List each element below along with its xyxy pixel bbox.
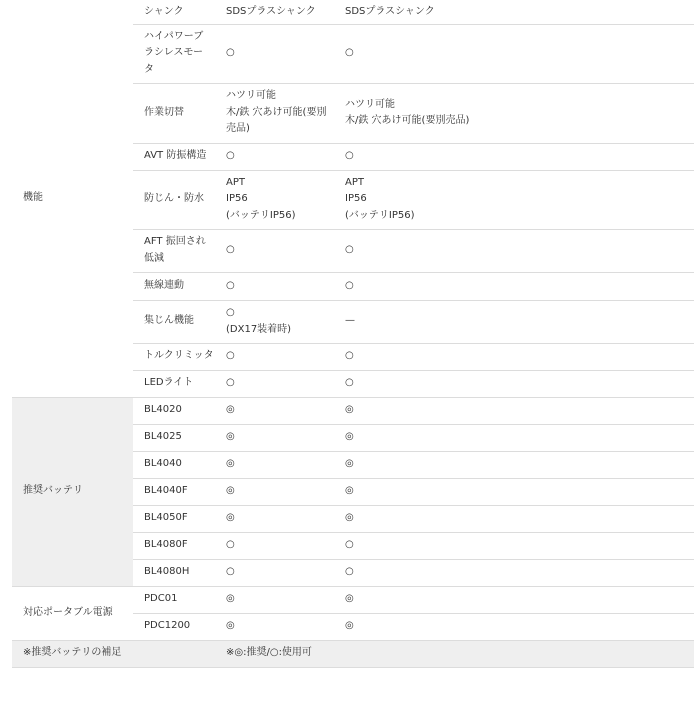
cell-value: ○ — [334, 532, 694, 559]
row-label: BL4040 — [133, 451, 215, 478]
cell-value: ◎ — [215, 424, 334, 451]
cell-value: ○ — [215, 370, 334, 397]
cell-value: ○ — [215, 24, 334, 83]
group-label-battery: 推奨バッテリ — [12, 397, 133, 586]
row-label: 無線連動 — [133, 272, 215, 300]
cell-value: ○ — [334, 229, 694, 272]
cell-value: ◎ — [334, 478, 694, 505]
cell-value: — — [334, 300, 694, 343]
cell-value: ◎ — [334, 613, 694, 640]
cell-value: ◎ — [215, 505, 334, 532]
spec-table — [12, 0, 694, 668]
row-label: PDC1200 — [133, 613, 215, 640]
cell-value: ◎ — [215, 397, 334, 424]
row-label: シャンク — [133, 0, 215, 24]
row-label: BL4050F — [133, 505, 215, 532]
cell-value: ◎ — [215, 451, 334, 478]
cell-value: ○ — [215, 229, 334, 272]
row-label: LEDライト — [133, 370, 215, 397]
cell-value: ○ — [334, 24, 694, 83]
cell-value: ◎ — [334, 451, 694, 478]
table-row — [12, 586, 694, 613]
cell-value: ○ — [215, 532, 334, 559]
cell-value: ハツリ可能 木/鉄 穴あけ可能(要別売品) — [334, 83, 694, 143]
table-row — [12, 640, 694, 667]
cell-value: ◎ — [215, 478, 334, 505]
row-label: BL4080F — [133, 532, 215, 559]
note-text: ※◎:推奨/○:使用可 — [215, 640, 694, 667]
cell-value: SDSプラスシャンク — [215, 0, 334, 24]
row-label: トルクリミッタ — [133, 343, 215, 370]
cell-value: ◎ — [215, 613, 334, 640]
cell-value: ◎ — [334, 586, 694, 613]
row-label: BL4025 — [133, 424, 215, 451]
cell-value: SDSプラスシャンク — [334, 0, 694, 24]
cell-value: ○ — [215, 559, 334, 586]
cell-value: ○ (DX17装着時) — [215, 300, 334, 343]
row-label: BL4040F — [133, 478, 215, 505]
cell-value: ◎ — [215, 586, 334, 613]
cell-value: ◎ — [334, 424, 694, 451]
cell-value: ◎ — [334, 397, 694, 424]
row-label: AFT 振回され 低減 — [133, 229, 215, 272]
row-label: 作業切替 — [133, 83, 215, 143]
cell-value: ○ — [215, 143, 334, 170]
cell-value: ○ — [215, 272, 334, 300]
group-label-portable: 対応ポータブル電源 — [12, 586, 133, 640]
cell-value: APT IP56 (バッテリIP56) — [215, 170, 334, 229]
row-label: AVT 防振構造 — [133, 143, 215, 170]
cell-value: ◎ — [334, 505, 694, 532]
cell-value: ○ — [334, 343, 694, 370]
cell-value: ○ — [215, 343, 334, 370]
row-label: 防じん・防水 — [133, 170, 215, 229]
cell-value: ○ — [334, 143, 694, 170]
note-label: ※推奨バッテリの補足 — [12, 640, 215, 667]
row-label: BL4080H — [133, 559, 215, 586]
table-row — [12, 0, 694, 24]
row-label: BL4020 — [133, 397, 215, 424]
row-label: ハイパワーブ ラシレスモー タ — [133, 24, 215, 83]
table-row — [12, 397, 694, 424]
row-label: 集じん機能 — [133, 300, 215, 343]
row-label: PDC01 — [133, 586, 215, 613]
cell-value: APT IP56 (バッテリIP56) — [334, 170, 694, 229]
cell-value: ○ — [334, 370, 694, 397]
cell-value: ○ — [334, 272, 694, 300]
cell-value: ハツリ可能 木/鉄 穴あけ可能(要別 売品) — [215, 83, 334, 143]
cell-value: ○ — [334, 559, 694, 586]
group-label-function: 機能 — [12, 0, 133, 397]
